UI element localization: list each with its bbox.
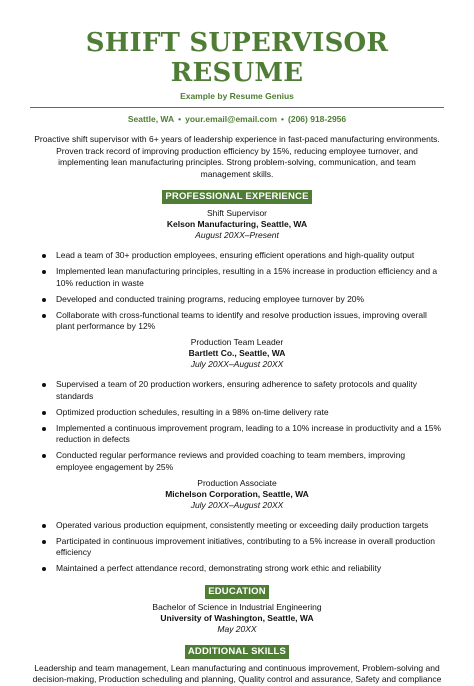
bullet-item: Operated various production equipment, consistently meeting or exceeding daily production targets <box>30 520 444 532</box>
job-dates: August 20XX–Present <box>195 230 279 240</box>
bullet-item: Lead a team of 30+ production employees, ensuring efficient operations and high-quality output <box>30 250 444 262</box>
header-divider <box>30 107 444 108</box>
resume-subtitle: Example by Resume Genius <box>180 91 294 101</box>
education-section-heading: EDUCATION <box>30 581 444 599</box>
job-dates: July 20XX–August 20XX <box>190 359 284 369</box>
bullet-icon <box>42 454 46 458</box>
contact-separator: • <box>281 114 285 124</box>
contact-location: Seattle, WA <box>127 114 175 124</box>
experience-section-heading: PROFESSIONAL EXPERIENCE <box>30 186 444 204</box>
job-company: Michelson Corporation, Seattle, WA <box>165 488 309 499</box>
contact-line <box>30 114 444 124</box>
bullet-item: Implemented a continuous improvement program, leading to a 10% increase in productivity and a 15% reduction in defects <box>30 423 444 446</box>
job-title: Shift Supervisor <box>207 208 267 218</box>
contact-phone: (206) 918-2956 <box>288 114 347 124</box>
job-company: Kelson Manufacturing, Seattle, WA <box>166 219 308 229</box>
bullet-icon <box>42 314 46 318</box>
job-entry <box>30 337 444 370</box>
education-year: May 20XX <box>217 623 257 634</box>
professional-summary: Proactive shift supervisor with 6+ years of leadership experience in fast-paced manufacturing environments. Proven track record of improving production efficiency by 15%, reducing employee turnover, and implementing lean manufacturing principles. Strong problem-solving, communication, and team management skills. <box>34 134 440 179</box>
job-title: Production Associate <box>197 477 277 488</box>
job-bullets <box>30 379 444 473</box>
bullet-icon <box>42 567 46 571</box>
bullet-item: Implemented lean manufacturing principles, resulting in a 15% increase in production efficiency and a 10% reduction in waste <box>30 266 444 289</box>
bullet-icon <box>42 270 46 274</box>
bullet-item: Developed and conducted training programs, reducing employee turnover by 20% <box>30 294 444 306</box>
job-dates: July 20XX–August 20XX <box>190 499 284 510</box>
skills-list: Leadership and team management, Lean manufacturing and continuous improvement, Problem-solving and decision-making, Production scheduling and planning, Quality control and assurance, Safety and compliance <box>32 662 442 684</box>
job-entry <box>30 208 444 241</box>
resume-title: SHIFT SUPERVISOR RESUME <box>85 28 389 88</box>
education-degree: Bachelor of Science in Industrial Engineering <box>152 601 322 612</box>
bullet-icon <box>42 411 46 415</box>
bullet-item: Collaborate with cross-functional teams to identify and resolve production issues, improving overall plant performance by 12% <box>30 310 444 333</box>
bullet-icon <box>42 427 46 431</box>
bullet-icon <box>42 298 46 302</box>
bullet-item: Participated in continuous improvement initiatives, contributing to a 5% increase in overall production efficiency <box>30 536 444 559</box>
education-school: University of Washington, Seattle, WA <box>160 612 314 623</box>
resume-page <box>0 28 474 684</box>
bullet-item: Conducted regular performance reviews and provided coaching to team members, improving employee engagement by 25% <box>30 450 444 473</box>
job-company: Bartlett Co., Seattle, WA <box>188 348 286 358</box>
job-title: Production Team Leader <box>190 337 284 347</box>
skills-section-heading: ADDITIONAL SKILLS <box>30 641 444 659</box>
bullet-icon <box>42 254 46 258</box>
contact-email[interactable]: your.email@email.com <box>185 114 278 124</box>
bullet-item: Supervised a team of 20 production workers, ensuring adherence to safety protocols and quality standards <box>30 379 444 402</box>
contact-separator: • <box>178 114 182 124</box>
job-entry <box>30 478 444 511</box>
job-bullets <box>30 520 444 575</box>
bullet-icon <box>42 524 46 528</box>
bullet-item: Maintained a perfect attendance record, demonstrating strong work ethic and reliability <box>30 563 444 575</box>
education-entry <box>30 602 444 635</box>
bullet-icon <box>42 383 46 387</box>
job-bullets <box>30 250 444 333</box>
bullet-icon <box>42 540 46 544</box>
bullet-item: Optimized production schedules, resulting in a 98% on-time delivery rate <box>30 407 444 419</box>
